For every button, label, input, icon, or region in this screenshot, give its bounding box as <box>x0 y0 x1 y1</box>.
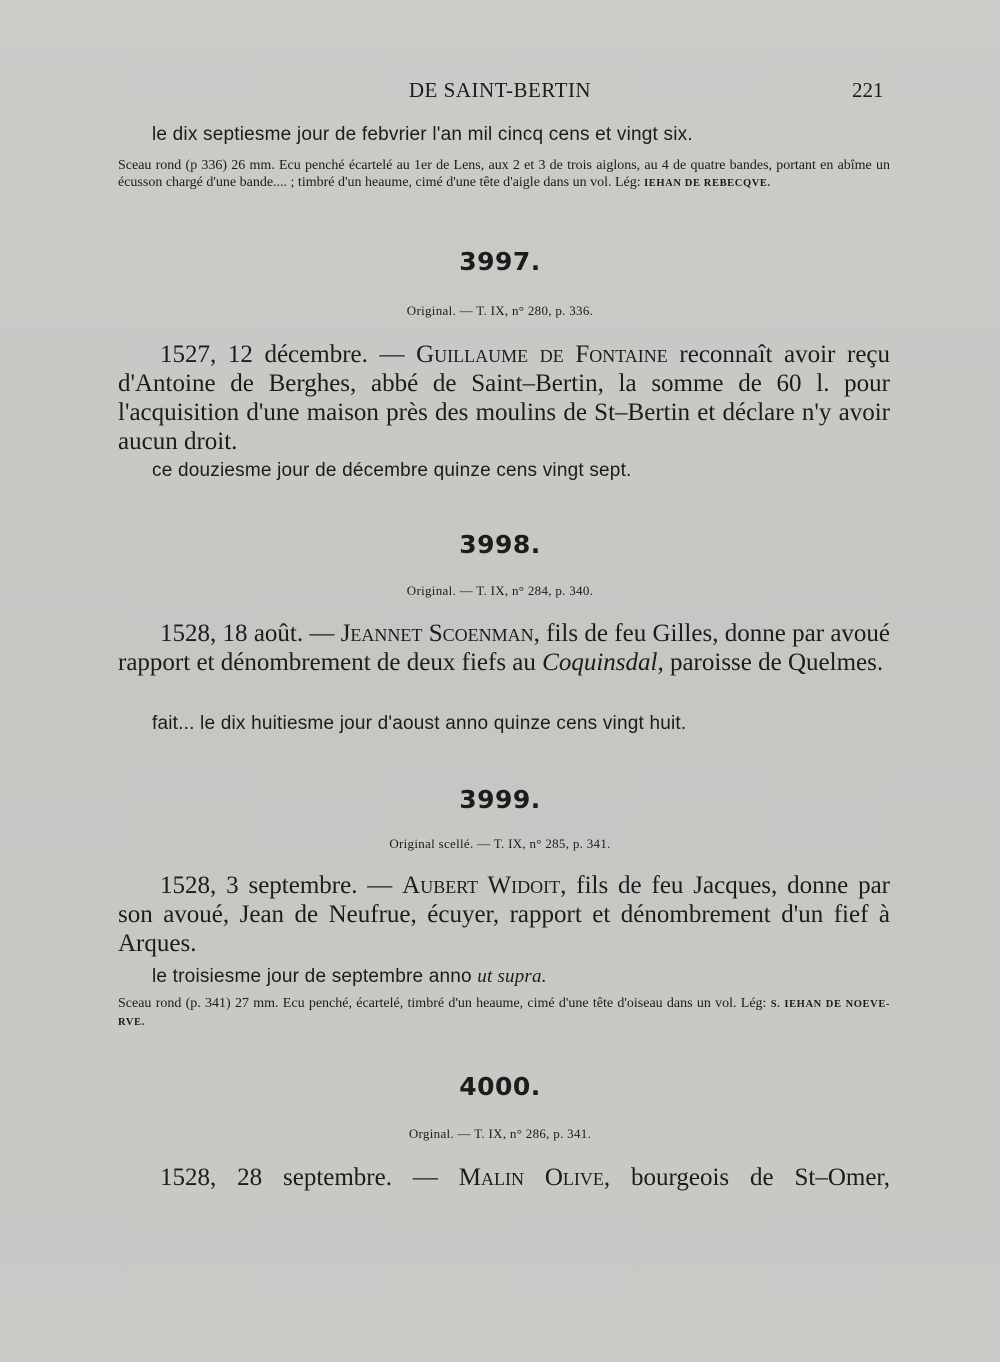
entry-text: 1528, 18 août. — Jeannet Scoenman, fils de feu Gilles, donne par avoué rapport et dénombrement de deux fiefs au Coquinsdal, paroisse de Quelmes. <box>118 620 891 676</box>
seal-note: Sceau rond (p 336) 26 mm. Ecu penché écartelé au 1er de Lens, aux 2 et 3 de trois aiglons, au 4 de quatre bandes, portant en abîme un écusson chargé d'une bande.... ; timbré d'un heaume, cimé d'une tête d'aigle dans un vol. Lég: IEHAN DE REBECQVE. <box>118 158 890 190</box>
person-name: Aubert Widoit, <box>402 872 567 899</box>
place-name: Coquinsdal, <box>542 649 664 676</box>
running-title: DE SAINT-BERTIN <box>408 78 592 102</box>
page-number: 221 <box>852 78 884 102</box>
entry-number: 3999. <box>459 785 541 814</box>
entry-source: Orginal. — T. IX, n° 286, p. 341. <box>408 1126 592 1141</box>
closing-line: le dix septiesme jour de febvrier l'an mil cincq cens et vingt six. <box>152 124 693 145</box>
entry-text: 1527, 12 décembre. — Guillaume de Fontaine reconnaît avoir reçu d'Antoine de Berghes, abbé de Saint–Bertin, la somme de 60 l. pour l'acquisition d'une maison près des moulins de St–Bertin et déclare n'y avoir aucun droit. <box>118 341 891 455</box>
entry-quote: ce douziesme jour de décembre quinze cens vingt sept. <box>152 460 632 481</box>
entry-text: 1528, 28 septembre. — Malin Olive, bourgeois de St–Omer, <box>160 1164 891 1191</box>
entry-quote: fait... le dix huitiesme jour d'aoust anno quinze cens vingt huit. <box>152 713 687 734</box>
person-name: Jeannet Scoenman, <box>340 620 540 647</box>
seal-legend: IEHAN DE REBECQVE. <box>644 178 771 189</box>
entry-source: Original. — T. IX, n° 284, p. 340. <box>406 583 594 598</box>
seal-note: Sceau rond (p. 341) 27 mm. Ecu penché, écartelé, timbré d'un heaume, cimé d'une tête d'oiseau dans un vol. Lég: S. IEHAN DE NOEVE-RVE. <box>118 996 891 1028</box>
person-name: Guillaume de Fontaine <box>416 341 668 368</box>
person-name: Malin Olive, <box>458 1164 611 1191</box>
seal-legend: S. IEHAN DE NOEVE-RVE. <box>118 999 891 1028</box>
entry-text: 1528, 3 septembre. — Aubert Widoit, fils de feu Jacques, donne par son avoué, Jean de Neufrue, écuyer, rapport et dénombrement d'un fief à Arques. <box>118 872 891 957</box>
entry-number: 3998. <box>459 530 541 559</box>
entry-number: 4000. <box>459 1072 541 1101</box>
entry-quote: le troisiesme jour de septembre anno ut supra. <box>152 966 547 987</box>
entry-source: Original. — T. IX, n° 280, p. 336. <box>406 303 594 318</box>
entry-source: Original scellé. — T. IX, n° 285, p. 341. <box>389 836 611 851</box>
entry-number: 3997. <box>459 247 541 276</box>
